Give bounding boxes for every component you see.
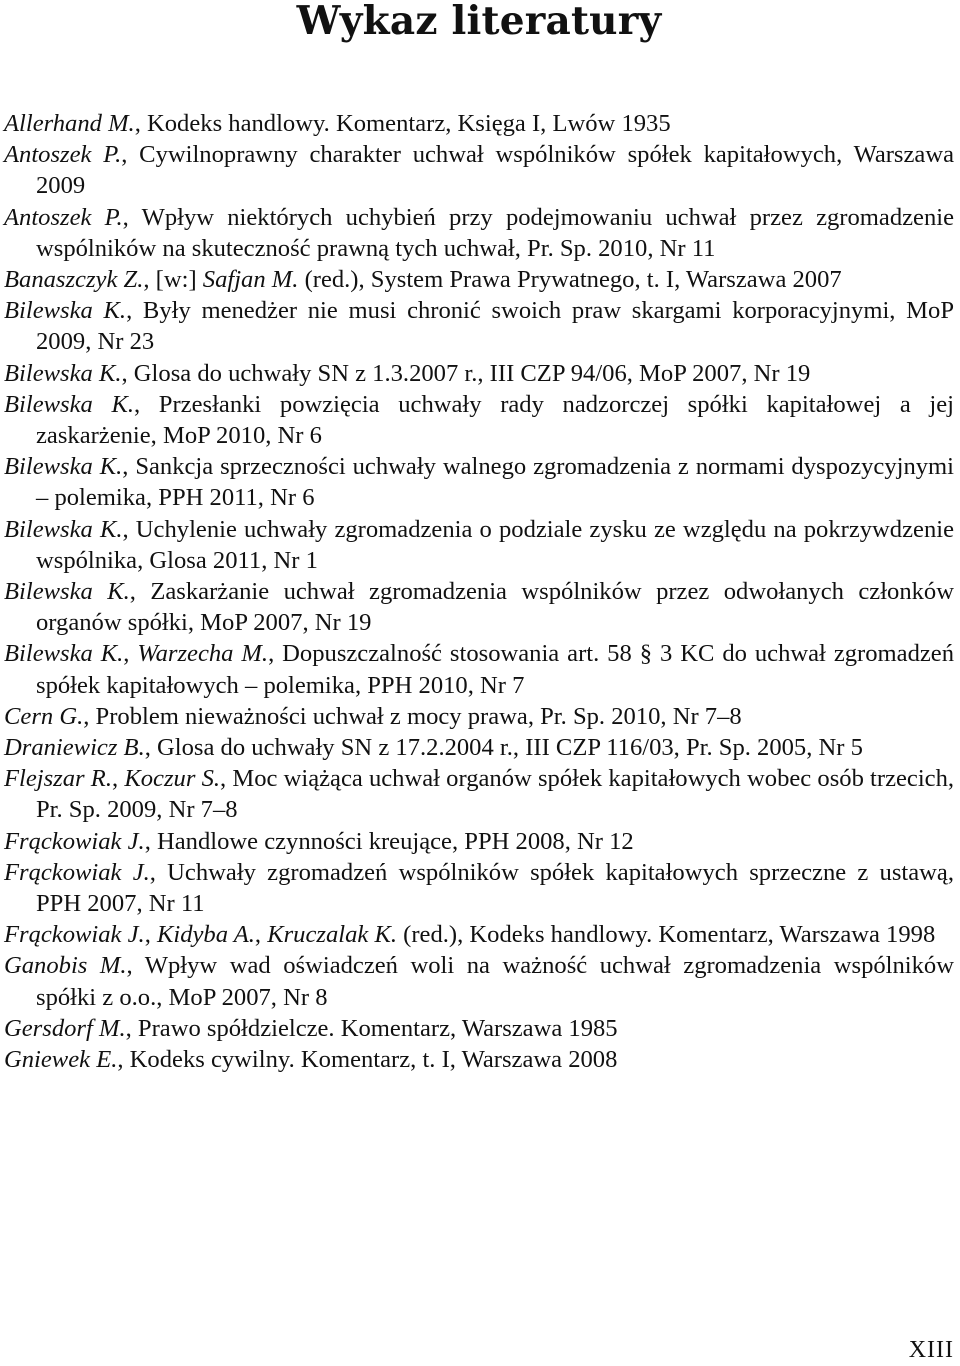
bibliography-entry [4,1044,954,1075]
entry-author: Frąckowiak J. [4,858,150,886]
entry-author: Bilewska K. [4,297,127,325]
entry-text: , Sankcja sprzeczności uchwały walnego zgromadzenia z normami dyspozycyjnymi – polemika, PPH 2011, Nr 6 [36,453,955,512]
entry-author: Safjan M. [202,266,299,294]
bibliography-entry [4,389,954,451]
bibliography-entry [4,826,954,857]
entry-text: , [111,765,125,793]
entry-author: Gersdorf M. [4,1014,126,1042]
entry-author: Kidyba A. [156,921,255,949]
entry-author: Allerhand M. [4,110,135,137]
entry-author: Bilewska K. [4,359,122,387]
entry-author: Bilewska K. [4,515,123,543]
bibliography-list [4,108,954,1075]
entry-author: Bilewska K. [4,640,124,668]
entry-author: Warzecha M. [137,640,269,668]
entry-text: , Problem nieważności uchwał z mocy prawa, Pr. Sp. 2010, Nr 7–8 [83,702,742,730]
entry-author: Gniewek E. [4,1046,118,1074]
page-number: XIII [908,1337,954,1363]
entry-text: , Handlowe czynności kreujące, PPH 2008, Nr 12 [144,827,634,855]
entry-text: , Moc wiążąca uchwał organów spółek kapitałowych wobec osób trzecich, Pr. Sp. 2009, Nr 7–8 [36,765,955,824]
bibliography-entry [4,358,954,389]
entry-text: , [144,921,157,949]
entry-author: Banaszczyk Z. [4,266,144,294]
bibliography-entry [4,514,954,576]
entry-text: , Kodeks handlowy. Komentarz, Księga I, Lwów 1935 [134,110,671,137]
entry-author: Flejszar R. [4,765,112,793]
entry-text: (red.), System Prawa Prywatnego, t. I, Warszawa 2007 [298,266,842,294]
bibliography-entry [4,202,954,264]
entry-author: Koczur S. [124,765,221,793]
bibliography-entry [4,139,954,201]
bibliography-entry [4,701,954,732]
entry-author: Antoszek P. [4,203,123,231]
bibliography-entry [4,638,954,700]
entry-author: Bilewska K. [4,390,134,418]
bibliography-entry [4,108,954,139]
entry-author: Antoszek P. [4,141,122,169]
entry-text: , Zaskarżanie uchwał zgromadzenia wspólników przez odwołanych członków organów spółki, MoP 2007, Nr 19 [36,578,954,637]
entry-text: , Glosa do uchwały SN z 17.2.2004 r., III CZP 116/03, Pr. Sp. 2005, Nr 5 [144,734,863,762]
entry-text: (red.), Kodeks handlowy. Komentarz, Warszawa 1998 [397,921,936,949]
entry-text: , Cywilnoprawny charakter uchwał wspólników spółek kapitałowych, Warszawa 2009 [36,141,955,200]
entry-text: , Wpływ wad oświadczeń woli na ważność uchwał zgromadzenia wspólników spółki z o.o., MoP 2007, Nr 8 [36,952,954,1011]
entry-author: Draniewicz B. [4,734,145,762]
bibliography-entry [4,264,954,295]
bibliography-entry [4,1013,954,1044]
bibliography-entry [4,919,954,950]
entry-author: Kruczalak K. [267,921,398,949]
entry-text: , Były menedżer nie musi chronić swoich praw skargami korporacyjnymi, MoP 2009, Nr 23 [36,297,954,356]
entry-text: , [123,640,138,668]
entry-text: , [w:] [143,266,203,294]
entry-author: Bilewska K. [4,578,130,606]
entry-author: Frąckowiak J. [4,827,145,855]
bibliography-entry [4,451,954,513]
entry-author: Ganobis M. [4,952,127,980]
bibliography-entry [4,857,954,919]
entry-author: Cern G. [4,702,84,730]
entry-text: , Dopuszczalność stosowania art. 58 § 3 KC do uchwał zgromadzeń spółek kapitałowych – polemika, PPH 2010, Nr 7 [36,640,954,699]
bibliography-entry [4,763,954,825]
bibliography-entry [4,732,954,763]
entry-author: Bilewska K. [4,453,123,481]
entry-text: , [254,921,268,949]
page-title: Wykaz literatury [296,0,662,44]
entry-text: , Wpływ niektórych uchybień przy podejmowaniu uchwał przez zgromadzenie wspólników na skuteczność prawną tych uchwał, Pr. Sp. 2010, Nr 11 [36,203,955,262]
bibliography-entry [4,295,954,357]
bibliography-entry [4,576,954,638]
entry-text: , Prawo spółdzielcze. Komentarz, Warszawa 1985 [125,1014,618,1042]
bibliography-entry [4,950,954,1012]
entry-text: , Glosa do uchwały SN z 1.3.2007 r., III CZP 94/06, MoP 2007, Nr 19 [121,359,811,387]
entry-author: Frąckowiak J. [4,921,145,949]
entry-text: , Przesłanki powzięcia uchwały rady nadzorczej spółki kapitałowej a jej zaskarżenie, MoP 2010, Nr 6 [36,390,954,450]
entry-text: , Uchwały zgromadzeń wspólników spółek kapitałowych sprzeczne z ustawą, PPH 2007, Nr 11 [36,858,954,918]
entry-text: , Uchylenie uchwały zgromadzenia o podziale zysku ze względu na pokrzywdzenie wspólnika, Glosa 2011, Nr 1 [36,515,954,574]
entry-text: , Kodeks cywilny. Komentarz, t. I, Warszawa 2008 [117,1046,618,1074]
